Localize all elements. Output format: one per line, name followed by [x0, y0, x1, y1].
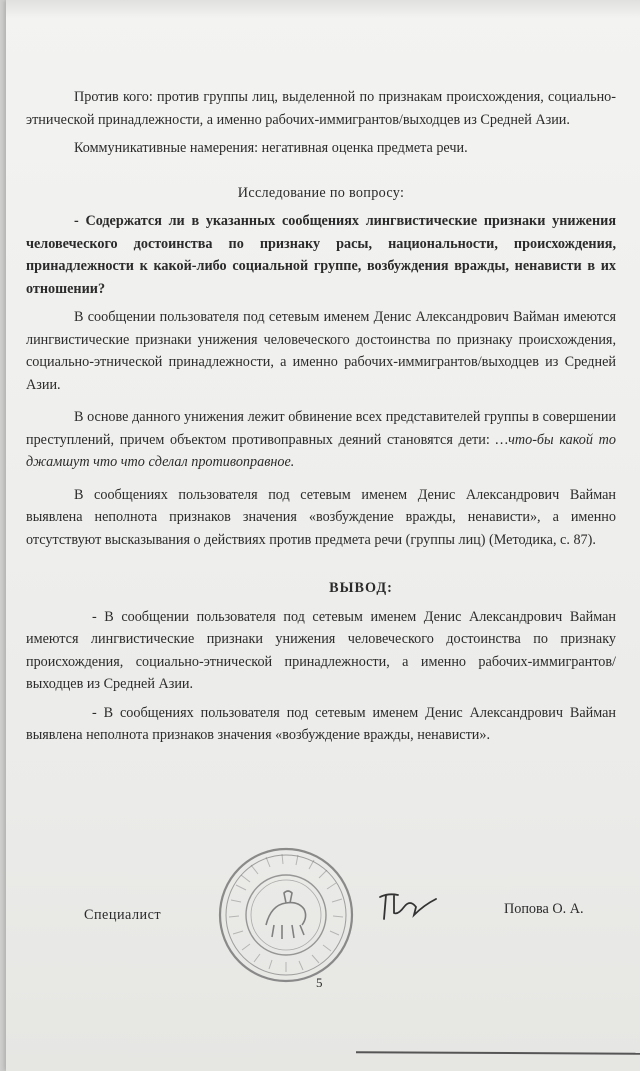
paragraph-finding-2-text: В основе данного унижения лежит обвинение всех представителей группы в совершении преступлений, причем объектом противоправных деяний становятся дети: [26, 409, 616, 448]
conclusion-heading: ВЫВОД: [329, 580, 393, 596]
quoted-message: …что-бы какой то джамшут что что сделал противоправное. [26, 431, 616, 470]
paragraph-against-whom: Против кого: против группы лиц, выделенной по признакам происхождения, социально-этнической принадлежности, а именно рабочих-иммигрантов/выходцев из Средней Азии. [26, 89, 616, 128]
page-fold-shadow [6, 0, 640, 18]
signature-block [6, 845, 640, 965]
paragraph-communicative-intent: Коммуникативные намерения: негативная оценка предмета речи. [74, 140, 468, 156]
specialist-label: Специалист [84, 907, 162, 923]
bottom-rule [356, 1051, 640, 1054]
conclusion-item-1: - В сообщении пользователя под сетевым именем Денис Александрович Вайман имеются лингвистические признаки унижения человеческого достоинства по признаку происхождения, социально-этнической принадлежности, а именно рабочих-иммигрантов/выходцев из Средней Азии. [26, 608, 616, 692]
conclusion-item-2: - В сообщениях пользователя под сетевым именем Денис Александрович Вайман выявлена неполнота признаков значения «возбуждение вражды, ненависти». [26, 704, 616, 743]
paragraph-finding-1: В сообщении пользователя под сетевым именем Денис Александрович Вайман имеются лингвистические признаки унижения человеческого достоинства по признаку происхождения, социально-этнической принадлежности, а именно рабочих-иммигрантов/выходцев из Средней Азии. [26, 309, 616, 393]
paragraph-finding-2 [26, 406, 616, 474]
paragraph-finding-3: В сообщениях пользователя под сетевым именем Денис Александрович Вайман выявлена неполнота признаков значения «возбуждение вражды, ненависти», а именно отсутствуют высказывания о действиях против предмета речи (группы лиц) (Методика, с. 87). [26, 486, 616, 548]
document-body [26, 86, 616, 747]
official-stamp [216, 845, 356, 985]
page-number: 5 [316, 975, 323, 990]
handwritten-signature [374, 885, 444, 925]
research-heading: Исследование по вопросу: [237, 184, 405, 201]
document-page [6, 0, 640, 1071]
research-question: - Содержатся ли в указанных сообщениях лингвистические признаки унижения человеческого достоинства по признаку расы, национальности, происхождения, принадлежности к какой-либо социальной группе, возбуждения вражды, ненависти в их отношении? [26, 213, 616, 297]
specialist-name: Попова О. А. [504, 901, 584, 917]
